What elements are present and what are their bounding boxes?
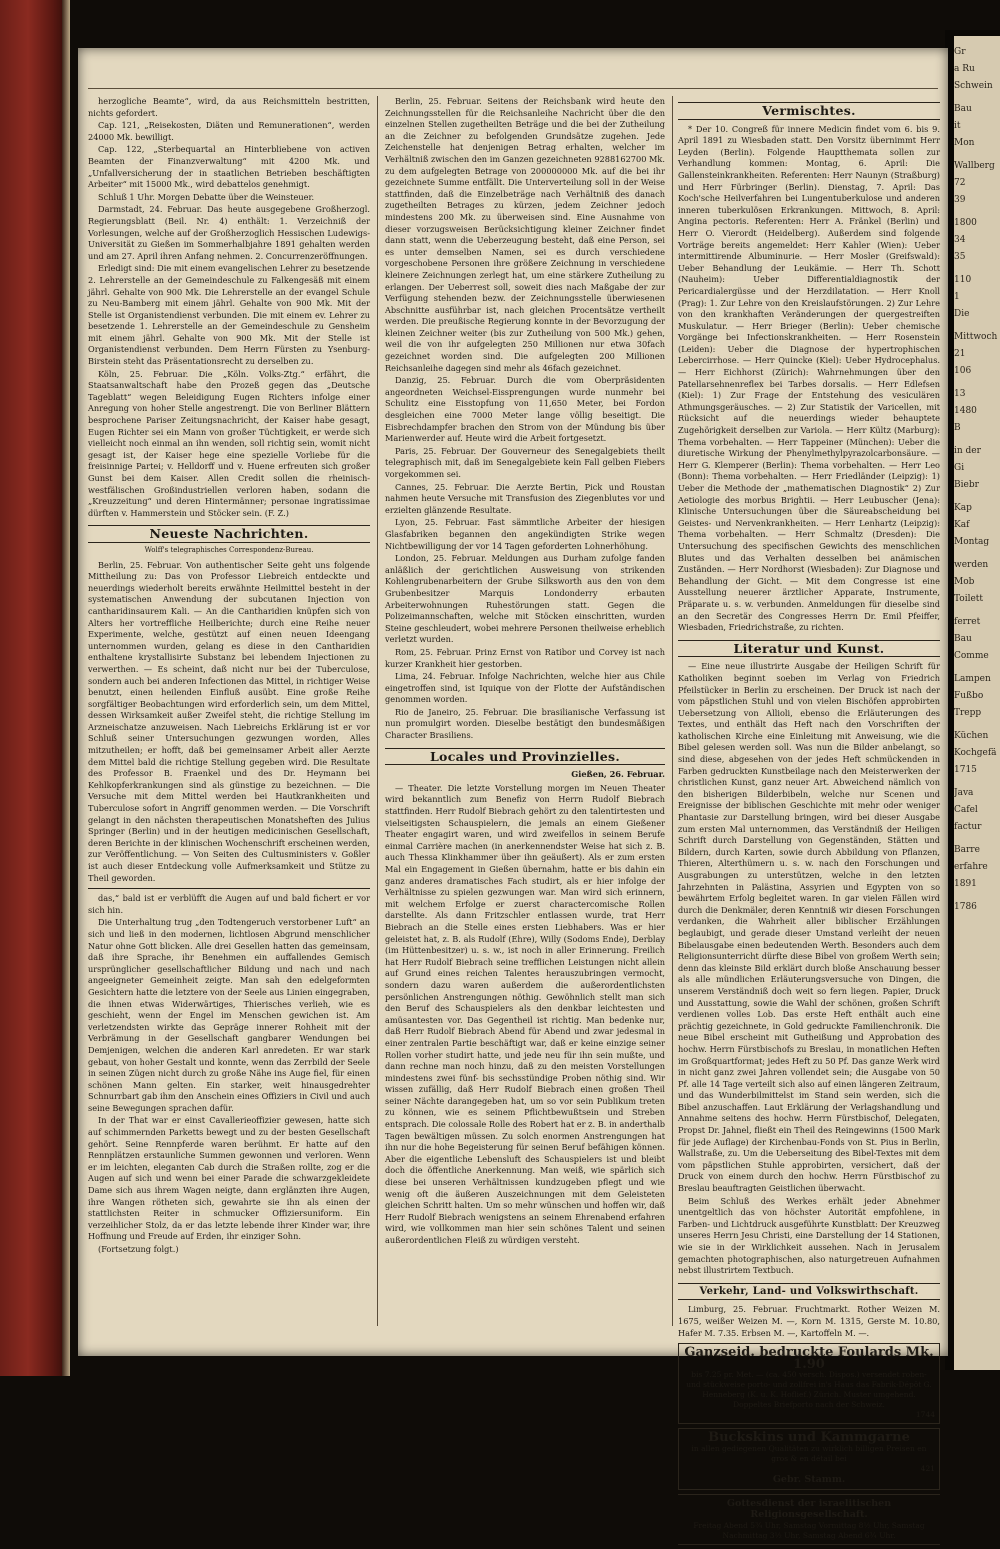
- adjacent-page-fragment: Die: [954, 309, 970, 319]
- adjacent-page-fragment: 1800: [954, 218, 977, 228]
- adjacent-page-fragment: ferret: [954, 617, 981, 627]
- adjacent-page-fragment: 110: [954, 275, 972, 285]
- adjacent-page-fragment: B: [954, 423, 961, 433]
- feuilleton: [88, 893, 370, 1255]
- adjacent-page-fragment: 72: [954, 178, 966, 188]
- adjacent-page-fragment: Biebr: [954, 480, 979, 490]
- advert-foulards: [678, 1343, 940, 1424]
- news-paragraph: London, 25. Februar. Meldungen aus Durham zufolge fanden anläßlich der gerichtlichen Ausweisung von strikenden Kohlengrubenarbeitern der Grube Silksworth aus den von dem Grubenbesitzer Marquis Londonderry erbauten Arbeiterwohnungen Ruhestörungen statt. Gegen die Polizeimannschaften, welche mit Stöcken einschritten, wurden Steine geschleudert, wobei mehrere Personen theilweise erheblich verletzt wurden.: [385, 553, 665, 645]
- misc-news: [678, 124, 940, 634]
- market-report: Limburg, 25. Februar. Fruchtmarkt. Rother Weizen M. 1675, weißer Weizen M. —, Korn M. 1315, Gerste M. 10.80, Hafer M. 7.35. Erbsen M. —, Kartoffeln M. —.: [678, 1304, 940, 1338]
- newspaper-page: [78, 48, 948, 1540]
- column-3: [678, 96, 940, 1549]
- adjacent-page-fragment: in der: [954, 446, 981, 456]
- advert-code: 421: [920, 1463, 935, 1473]
- news-paragraph: Lima, 24. Februar. Infolge Nachrichten, welche hier aus Chile eingetroffen sind, ist Iquique von der Flotte der Aufständischen genommen worden.: [385, 671, 665, 705]
- column-rule: [377, 96, 378, 1326]
- column-rule: [672, 96, 673, 1326]
- article-paragraph: Cap. 122, „Sterbequartal an Hinterbliebene von activen Beamten der Finanzverwaltung“ mit 4200 Mk. und „Unfallversicherung der in staatlichen Betrieben beschäftigten Arbeiter“ mit 15000 Mk., wird debattelos genehmigt.: [88, 144, 370, 190]
- adjacent-page-fragment: 106: [954, 366, 972, 376]
- section-title-economy: Verkehr, Land- und Volkswirthschaft.: [678, 1283, 940, 1301]
- telegram-news: [385, 96, 665, 742]
- adjacent-page-fragment: 1891: [954, 879, 977, 889]
- notice-service: [678, 1494, 940, 1545]
- adjacent-page-fragment: Comme: [954, 651, 989, 661]
- section-title-misc: Vermischtes.: [678, 102, 940, 120]
- news-paragraph: Berlin, 25. Februar. Seitens der Reichsbank wird heute den Zeichnungsstellen für die Reichsanleihe Nachricht über die den einzelnen Stellen zugetheilten Beträge und die bei der Zutheilung an die Zeichner zu befolgenden Grundsätze zugehen. Jede Zeichenstelle hat denjenigen Betrag erhalten, welcher im Verhältniß zwischen den im Ganzen gezeichneten 9288162700 Mk. zu dem aufgelegten Betrage von 200000000 Mk. auf die bei ihr gezeichnete Summe entfällt. Die Unterverteilung soll in der Weise stattfinden, daß die Einzelbeträge nach Verhältniß des danach zugetheilten Betrages zu kürzen, jedem Zeichner jedoch mindestens 200 Mk. zu überweisen sind. Eine Ausnahme von dieser vorzugsweisen Berücksichtigung kleiner Zeichner findet dann statt, wenn die Ueberzeugung besteht, daß eine Person, sei es unter demselben Namen, sei es durch verschiedene vorgeschobene Personen ihre größere Zeichnung in verschiedene kleinere Zeichnungen zerlegt hat, um eine stärkere Zutheilung zu erlangen. Der Ueberrest soll, soweit dies nach Maßgabe der zur Verfügung stehenden bezw. der Zeichnungsstelle überwiesenen Abschnitte ausführbar ist, nach gleichen Procentsätze vertheilt werden. Die preußische Regierung konnte in der Bevorzugung der kleinen Zeichner weiter (bis zur Zutheilung von 500 Mk.) gehen, weil die von ihr aufgelegten 250 Millionen nur etwa 30fach gezeichnet worden sind. Die aufgelegten 200 Millionen Reichsanleihe dagegen sind mehr als 46fach gezeichnet.: [385, 96, 665, 373]
- news-paragraph: Cannes, 25. Februar. Die Aerzte Bertin, Pick und Roustan nahmen heute Versuche mit Transfusion des Ziegenblutes vor und erzielten glänzende Resultate.: [385, 481, 665, 515]
- advert-buckskins-firm: Gebr. Stamm.: [772, 1473, 846, 1485]
- local-news: [385, 783, 665, 1247]
- adjacent-page-fragment: Trepp: [954, 708, 982, 718]
- adjacent-page-fragment: Kaf: [954, 520, 970, 530]
- advert-buckskins-headline: Buckskins und Kammgarne: [708, 1430, 910, 1446]
- advert-code: 1744: [915, 1410, 935, 1420]
- adjacent-page-fragment: Gi: [954, 463, 965, 473]
- local-paragraph: — Theater. Die letzte Vorstellung morgen im Neuen Theater wird bekanntlich zum Benefiz von Herrn Rudolf Biebrach stattfinden. Herr Rudolf Biebrach gehört zu den talentirtesten und vielseitigsten Schauspielern, die jemals an einem Gießener Theater engagirt waren, und wird zweifellos in seinem Berufe einmal Carrière machen (in anerkennendster Weise hat sich z. B. auch Thessa Klinkhammer über ihn geäußert). Als er zum ersten Mal ein Engagement in Gießen übernahm, hatte er bis dahin ein ganz anderes dramatisches Fach studirt, als er hier infolge der Verhältnisse zu spielen gezwungen war. Man wird sich erinnern, mit welchem Erfolge er zuerst charactercomische Rollen darstellte. Als dann Fritzschler entlassen wurde, trat Herr Biebrach an die Stelle eines ersten Liebhabers. Was er hier geleistet hat, z. B. als Rudolf (Ehre), Willy (Sodoms Ende), Derblay (im Hüttenbesitzer) u. s. w., ist noch in aller Erinnerung. Freilich hat Herr Rudolf Biebrach seine trefflichen Leistungen nicht allein auf Grund eines reichen Talentes herauszubringen vermocht, sondern dazu waren außerdem die außerordentlichsten persönlichen Anstrengungen nöthig. Gewöhnlich stellt man sich den Beruf des Schauspielers als den denkbar leichtesten und amüsantesten vor. Das Gegentheil ist richtig. Man bedenke nur, daß Herr Rudolf Biebrach Abend für Abend und zwar jedesmal in einer zentralen Partie beschäftigt war, daß er keine einzige seiner Rollen vorher studirt hatte, und jede neu für ihn sein mußte, und dann rechne man noch hinzu, daß zu den meisten Vorstellungen mindestens zwei fünf- bis sechsstündige Proben nöthig sind. Wir wissen zufällig, daß Herr Rudolf Biebrach einen großen Theil seiner Nächte darangegeben hat, um so vor sein Publikum treten zu können, wie es seinem Pflichtbewußtsein und Streben entsprach. Die colossale Rolle des Robert hat er z. B. in anderthalb Tagen bewältigen müssen. Zu solch enormen Anstrengungen hat ihn nur die hohe Begeisterung für seinen Beruf befähigen können. Aber die eigentliche Lebensluft des Schauspielers ist und bleibt doch die öffentliche Anerkennung. Man weiß, wie spärlich sich diese bei unseren Verhältnissen kundzugeben pflegt und wie wenig oft die äußeren Auszeichnungen mit dem Geleisteten gleichen Schritt halten. Um so mehr wünschen und hoffen wir, daß Herr Rudolf Biebrach wenigstens an seinem Ehrenabend erfahren wird, wie vollkommen man hier sein schönes Talent und seinen außerordentlichen Fleiß zu würdigen versteht.: [385, 782, 665, 1245]
- header-rule: [88, 88, 938, 89]
- adjacent-page-fragment: 39: [954, 195, 966, 205]
- advert-buckskins-body: in allen gediegenen Qualitäten zu wirklich billigen Preisen en gros & en détail bei: [691, 1443, 927, 1463]
- adjacent-page-fragment: Toilett: [954, 594, 984, 604]
- parliament-report: [88, 96, 370, 519]
- adjacent-page-fragment: Bau: [954, 104, 972, 114]
- adjacent-page-fragment: 13: [954, 389, 966, 399]
- adjacent-page-fragment: 1: [954, 292, 960, 302]
- literature-paragraph: — Eine neue illustrirte Ausgabe der Heiligen Schrift für Katholiken beginnt soeben im Verlag von Friedrich Pfeilstücker in Berlin zu erscheinen. Der Druck ist nach der vom päpstlichen Stuhl und von vielen Bischöfen approbirten Uebersetzung von Allioli, ebenso die Erläuterungen des Textes, und enthält das Heft nach den Vorschriften der katholischen Kirche eine Einleitung mit Anweisung, wie die Bibel gelesen werden soll. Was nun die Bilder anbelangt, so sind diese, abgesehen von der jedes Heft schmückenden in Farben gedruckten Kunstbeilage nach den Meisterwerken der christlichen Kunst, ganz neuer Art. Abweichend nämlich von den bisherigen Bilderbibeln, welche nur Scenen und Ereignisse der biblischen Geschichte mit mehr oder weniger Phantasie zur Darstellung bringen, wird bei dieser Ausgabe zum ersten Mal unternommen, das Verständniß der Heiligen Schrift durch Darstellung von Gegenständen, Stätten und Bildern, durch Karten, sowie durch Abbildung von Pflanzen, Thieren, Alterthümern u. s. w. nach den Forschungen und Ausgrabungen zu unterstützen, welche in den letzten Jahrzehnten in Palästina, Assyrien und Egypten von so bewährtem Erfolg begleitet waren. In gar vielen Fällen wird durch die Denkmäler, deren Kenntniß wir diesen Forschungen verdanken, die Wahrheit aller biblischer Erzählungen beglaubigt, und gerade dieser Umstand verleiht der neuen Bibelausgabe einen bedeutenden Werth. Besonders auch dem Religionsunterricht dürfte diese Bibel von großem Werth sein; denn das kleinste Bild erklärt durch bloße Anschauung besser als alle mündlichen Erläuterungsversuche von Dingen, die unserem Verständniß doch weit so fern liegen. Papier, Druck und Ausstattung, sowie die Wahl der schönen, großen Schrift verdienen volles Lob. Das erste Heft enthält auch eine prächtig gezeichnete, in Gold gedruckte Familienchronik. Die neue Bibel erscheint mit Gutheißung und Approbation des hochw. Herrn Fürstbischofs zu Breslau, in monatlichen Heften im Großquartformat; jedes Heft zu 50 Pf. Das ganze Werk wird in nicht ganz zwei Jahren vollendet sein; die Ausgabe von 50 Pf. alle 14 Tage verteilt sich also auf einen längeren Zeitraum, und das Wunderbilmittelst im Stand sein werden, sich die Bibel anzuschaffen. Laut Erklärung der Verlagshandlung und Annahme seitens des hochw. Herrn Fürstbischof, Delegaten, Propst Dr. Jahnel, fließt ein Theil des Reingewinns (1500 Mark für jede Auflage) der Kirchenbau-Fonds von St. Pius in Berlin, Wallstraße, zu. Um die Ueberseitung des Bibel-Textes mit dem vom päpstlichen Stuhle approbirten, versichert, daß der Druck von einem durch den hochw. Herrn Fürstbischof zu Breslau beauftragten Geistlichen überwacht.: [678, 661, 940, 1194]
- adjacent-page-fragment: Wallberg: [954, 161, 995, 171]
- local-dateline: Gießen, 26. Februar.: [571, 769, 665, 780]
- adjacent-page-fragment: Schwein: [954, 81, 993, 91]
- adjacent-page-fragment: werden: [954, 560, 989, 570]
- adjacent-page-fragment: 21: [954, 349, 966, 359]
- adjacent-page-fragment: Lampen: [954, 674, 991, 684]
- adjacent-page-fragment: 34: [954, 235, 966, 245]
- adjacent-page-fragment: Java: [954, 788, 974, 798]
- advert-buckskins: [678, 1428, 940, 1489]
- feuilleton-paragraph: In der That war er einst Cavallerieoffizier gewesen, hatte sich auf schimmernden Parketts bewegt und zu der besten Gesellschaft gehört. Seine Rennpferde waren berühmt. Er hatte auf den Rennplätzen erstaunliche Summen gewonnen und verloren. Wenn er im leichten, eleganten Cab durch die Straßen rollte, zog er die Augen auf sich und wenn bei einer Parade die schwarzgekleidete Dame sich aus ihrem Wagen neigte, dann erglänzten ihre Augen, ihre Wangen rötheten sich, gewahrte sie ihn als einen der stattlichsten Reiter in schmucker Offiziersuniform. Ein verzeihlicher Stolz, da er das letzte lebende ihrer Kinder war, ihre Hoffnung und Freude auf Erden, ihr einziger Sohn.: [88, 1115, 370, 1242]
- news-paragraph: Paris, 25. Februar. Der Gouverneur des Senegalgebiets theilt telegraphisch mit, daß im Senegalgebiete kein Fall gelben Fiebers vorgekommen sei.: [385, 445, 665, 479]
- feuilleton-paragraph: das,“ bald ist er verblüfft die Augen auf und bald fichert er vor sich hin.: [88, 893, 370, 915]
- feuilleton-paragraph: Die Unterhaltung trug „den Todtengeruch verstorbener Luft“ an sich und ließ in den modernen, lichtlosen Abgrund menschlicher Natur ohne Gott blicken. Alle drei Gesellen hatten das gemeinsam, daß ihre Sprache, ihr Benehmen ein auffallendes Gemisch ursprünglicher gesellschaftlicher Bildung und nach und nach angeeigneter Gemeinheit zeigte. Man sah den edelgeformten Gesichtern hatte die letztere von der Seele aus Linien eingegraben, die ihnen etwas Widerwärtiges, Thierisches verlieh, wie es geschieht, wenn der Engel im Menschen gewichen ist. Am verletzendsten wirkte das Gepräge innerer Rohheit mit der Verbrämung in der Gesellschaft gangbarer Wendungen bei Demjenigen, welchen die anderen Karl anredeten. Er war stark gebaut, von hoher Gestalt und konnte, wenn das Zerrbild der Seele in seinen Zügen nicht durch zu große Nähe ins Auge fiel, für einen schönen Mann gelten. Ein starker, weit hinausgedrehter Schnurrbart gab ihm den Anschein eines Offiziers in Civil und auch seine Bewegungen sprachen dafür.: [88, 917, 370, 1113]
- misc-paragraph: * Der 10. Congreß für innere Medicin findet vom 6. bis 9. April 1891 zu Wiesbaden statt. Den Vorsitz übernimmt Herr Leyden (Berlin). Folgende Hauptthemata sollen zur Verhandlung kommen: Montag, 6. April: Die Gallensteinkrankheiten. Referenten: Herr Naunyn (Straßburg) und Herr Fürbringer (Berlin). Dienstag, 7. April: Das Koch'sche Heilverfahren bei Lungentuberkulose und anderen inneren tuberkulösen Erkrankungen. Mittwoch, 8. April: Angina pectoris. Referenten: Herr A. Fränkel (Berlin) und Herr O. Vierordt (Heidelberg). Außerdem sind folgende Vorträge bereits angemeldet: Herr Kahler (Wien): Ueber intermittirende Albuminurie. — Herr Mosler (Greifswald): Ueber Behandlung der Leukämie. — Herr Th. Schott (Nauheim): Ueber Differentialdiagnostik der Pericardialergüsse und der Herzdilatation. — Herr Knoll (Prag): 1. Zur Lehre von den Kreislaufstörungen. 2) Zur Lehre von den krankhaften Veränderungen der quergestreiften Muskulatur. — Herr Brieger (Berlin): Ueber chemische Vorgänge bei Infectionskrankheiten. — Herr Rosenstein (Leiden): Ueber die Diagnose der hypertrophischen Lebercirrhose. — Herr Quincke (Kiel): Ueber Hydrocephalus. — Herr Eichhorst (Zürich): Wahrnehmungen über den Patellarsehnenreflex bei Tarbes dorsalis. — Herr Edlefsen (Kiel): 1) Zur Frage der Entstehung des vesiculären Athmungsgeräusches. — 2) Zur Statistik der Varicellen, mit Rücksicht auf die neuerdings wieder behauptete Zugehörigkeit derselben zur Variola. — Herr Kültz (Marburg): Thema vorbehalten. — Herr Tappeiner (München): Ueber die diuretische Wirkung der Phenylmethylpyrazolcarbonsäure. — Herr G. Klemperer (Berlin): Thema vorbehalten. — Herr Leo (Bonn): Thema vorbehalten. — Herr Friedländer (Leipzig): 1) Ueber die Methode der „mathematischen Diagnostik“ 2) Zur Aetiologie des morbus Brightii. — Herr Leubuscher (Jena): Klinische Untersuchungen über die Säureabscheidung bei Geistes- und Nervenkrankheiten. — Herr Lenhartz (Leipzig): Thema vorbehalten. — Herr Schmaltz (Dresden): Die Untersuchung des specifischen Gewichts des menschlichen Blutes und das Verhalten desselben bei anämischen Zuständen. — Herr Nordhorst (Wiesbaden): Zur Diagnose und Behandlung der Gicht. — Mit dem Congresse ist eine Ausstellung neuerer ärztlicher Apparate, Instrumente, Präparate u. s. w. verbunden. Anmeldungen für dieselbe sind an den Secretär des Congresses Herrn Dr. Emil Pfeiffer, Wiesbaden, Friedrichstraße, zu richten.: [678, 123, 940, 633]
- feuilleton-paragraph: (Fortsetzung folgt.): [98, 1244, 179, 1254]
- book-binding: [0, 0, 70, 1376]
- article-paragraph: Erledigt sind: Die mit einem evangelischen Lehrer zu besetzende 2. Lehrerstelle an der Gemeindeschule zu Falkengesäß mit einem jährl. Gehalte von 900 Mk. Die Lehrerstelle an der evangel Schule zu Neu-Bamberg mit einem jährl. Gehalte von 900 Mk. Mit der Stelle ist Organistendienst verbunden. Die mit einem ev. Lehrer zu besetzende 1. Lehrerstelle an der Gemeindeschule zu Gensheim mit einem jährl. Gehalte von 900 Mk. Mit der Stelle ist Organistendienst verbunden. Dem Herrn Fürsten zu Ysenburg-Birstein steht das Präsentationsrecht zu derselben zu.: [88, 263, 370, 367]
- adjacent-page-fragment: 1786: [954, 902, 977, 912]
- news-paragraph: Lyon, 25. Februar. Fast sämmtliche Arbeiter der hiesigen Glasfabriken begannen den angekündigten Strike wegen Nichtbewilligung der vor 14 Tagen geforderten Lohnerhöhung.: [385, 517, 665, 551]
- adjacent-page-fragment: erfahre: [954, 862, 988, 872]
- service-headline: Gottesdienst der israelitischen Religionsgesellschaft.: [726, 1497, 892, 1521]
- advert-foulards-body: bis 7.25 pr. Met. — (ca. 450 versch. Dispos.) versendet roben- und stückweise porto- und zollfrei in's Haus das Fabrik-Dépôt G. Henneberg (K. u. K. Hoflief.) Zürich. Muster umgehend. Doppeltes Briefporto nach der Schweiz.: [686, 1370, 932, 1410]
- service-times: Freitag Abend 5¾ Uhr, Samstag Vormittag 8½ Uhr, Samstag Nachmittag 3½ Uhr, Samstag Abend 6¾ Uhr.: [693, 1520, 925, 1540]
- adjacent-page-fragment: Mob: [954, 577, 975, 587]
- adjacent-page-fragment: 1480: [954, 406, 977, 416]
- news-paragraph: Berlin, 25. Februar. Von authentischer Seite geht uns folgende Mittheilung zu: Das von Professor Liebreich entdeckte und neuerdings wiederholt bereits erwähnte Heilmittel besteht in der systematischen Anwendung der subcutanen Injection von cantharidinsaurem Kali. — An die Cantharidien knüpfen sich von Alters her vortreffliche Heilberichte; durch eine Reihe neuer Experimente, welche, gestützt auf einen neuen Ideengang unternommen wurden, gelang es diese in den Cantharidien enthaltene krystallisirte Substanz bei lebendem Injectionen zu verwerthen. — Es scheint, daß nicht nur bei der Tuberculose, sondern auch bei anderen Infectionen das Mittel, in richtiger Weise benutzt, einen heilenden Einfluß ausübt. Eine große Reihe sorgfältiger Beobachtungen wird erforderlich sein, um dem Mittel, dessen Wirksamkeit außer Zweifel steht, die richtige Stellung im Arzneischatze anzuweisen. Nach Liebreichs Erklärung ist er vor Schluß seiner Untersuchungen gezwungen worden, Alles mitzutheilen; er hofft, daß bei gemeinsamer Arbeit aller Aerzte dem Mittel bald die richtige Stellung gegeben wird. Die Resultate des Professor B. Fraenkel und des Dr. Heymann bei Kehlkopferkrankungen sind als günstige zu bezeichnen. — Die Versuche mit dem Mittel werden bei Hautkrankheiten und Tuberculose sofort in Angriff genommen werden. — Die Vorschrift gelangt in den nächsten therapeutischen Monatsheften des Julius Springer (Berlin) und in der heutigen medicinischen Gesellschaft, deren Berichte in der klinischen Wochenschrift erscheinen werden, zur Veröffentlichung. — Von Seiten des Cultusministers v. Goßler ist auch dieser Entdeckung volle Aufmerksamkeit und Stütze zu Theil geworden.: [88, 559, 370, 883]
- section-title-local: Locales und Provinzielles.: [385, 748, 665, 766]
- column-1: [88, 96, 370, 1257]
- news-paragraph: Danzig, 25. Februar. Durch die vom Oberpräsidenten angeordneten Weichsel-Eissprengungen wurde nunmehr bei Schulitz eine Eisstopfung von 11,650 Meter, bei Fordon desgleichen eine 7000 Meter lange völlig beseitigt. Die Eisbrechdampfer brachen den Strom von der Mündung bis über Marienwerder auf. Heute wird die Arbeit fortgesetzt.: [385, 375, 665, 444]
- news-paragraph: Rio de Janeiro, 25. Februar. Die brasilianische Verfassung ist nun promulgirt worden. Dieselbe bestätigt den bundesmäßigen Character Brasiliens.: [385, 706, 665, 741]
- wire-service-credit: Wolff's telegraphisches Correspondenz-Bureau.: [144, 545, 314, 554]
- adjacent-page-fragment: Barre: [954, 845, 980, 855]
- adjacent-page-fragment: Montag: [954, 537, 990, 547]
- literature-paragraph: Beim Schluß des Werkes erhält jeder Abnehmer unentgeltlich das von höchster Autorität empfohlene, in Farben- und Lichtdruck ausgeführte Kunstblatt: Der Kreuzweg unseres Herrn Jesu Christi, eine Darstellung der 14 Stationen, wie sie in der Wirklichkeit aussehen. Nach in Jerusalem gemachten photographischen, also naturgetreuen Aufnahmen nebst illustrirtem Textbuch.: [678, 1195, 940, 1276]
- adjacent-page-fragment: Mittwoch: [954, 332, 998, 342]
- adjacent-page-fragment: it: [954, 121, 961, 131]
- article-paragraph: Schluß 1 Uhr. Morgen Debatte über die Weinsteuer.: [98, 191, 315, 202]
- adjacent-page-fragment: Bau: [954, 634, 972, 644]
- adjacent-page-fragment: 35: [954, 252, 966, 262]
- adjacent-page-fragment: a Ru: [954, 64, 975, 74]
- article-paragraph: herzogliche Beamte“, wird, da aus Reichsmitteln bestritten, nichts gefordert.: [88, 96, 370, 118]
- adjacent-page-fragment: Mon: [954, 138, 975, 148]
- article-paragraph: Cap. 121, „Reisekosten, Diäten und Remunerationen“, werden 24000 Mk. bewilligt.: [88, 120, 370, 142]
- adjacent-page-fragment: Fußbo: [954, 691, 984, 701]
- adjacent-page-fragment: 1715: [954, 765, 977, 775]
- section-title-latest-news: Neueste Nachrichten.: [88, 525, 370, 543]
- article-paragraph: Darmstadt, 24. Februar. Das heute ausgegebene Großherzogl. Regierungsblatt (Beil. Nr. 4) enthält: 1. Verzeichniß der Vorlesungen, welche auf der Großherzoglich Hessischen Ludewigs-Universität zu Gießen im Sommerhalbjahre 1891 gehalten werden und am 27. April ihren Anfang nehmen. 2. Concurrenzeröffnungen.: [88, 204, 370, 261]
- advert-foulards-headline: Ganzseid. bedruckte Foulards Mk. 1.90: [684, 1345, 934, 1372]
- adjacent-page-fragment: Cafel: [954, 805, 978, 815]
- column-2: [385, 96, 665, 1248]
- latest-news: [88, 560, 370, 885]
- adjacent-page-fragment: Kap: [954, 503, 972, 513]
- adjacent-page-fragment: Gr: [954, 47, 966, 57]
- adjacent-page-fragment: Küchen: [954, 731, 989, 741]
- adjacent-page-edge: [954, 36, 1000, 1370]
- article-paragraph: Köln, 25. Februar. Die „Köln. Volks-Ztg.“ erfährt, die Staatsanwaltschaft habe den Prozeß gegen das „Deutsche Tageblatt“ wegen Beleidigung Eugen Richters infolge einer Anregung von hoher Stelle angestrengt. Die von Berliner Blättern besprochene Pariser Zeitungsnachricht, der Kaiser habe gesagt, Eugen Richter sei ein Mann von großer Tüchtigkeit, er werde sich vielleicht noch einmal an ihn wenden, soll richtig sein, womit nicht gesagt ist, der Kaiser hege eine spezielle Vorliebe für die freisinnige Partei; v. Helldorff und v. Huene erfreuten sich großer Gunst bei dem Kaiser. Allen Credit sollen die rheinisch-westfälischen Großindustriellen verloren haben, sodann die „Kreuzzeitung“ und deren Hintermänner; personae ingratissimae dürften v. Hammerstein und Stöcker sein. (F. Z.): [88, 368, 370, 518]
- adjacent-page-fragment: factur: [954, 822, 982, 832]
- news-paragraph: Rom, 25. Februar. Prinz Ernst von Ratibor und Corvey ist nach kurzer Krankheit hier gestorben.: [385, 646, 665, 669]
- section-title-literature: Literatur und Kunst.: [678, 640, 940, 658]
- feuilleton-divider: [88, 888, 370, 889]
- literature-news: [678, 661, 940, 1276]
- adjacent-page-fragment: Kochgefä: [954, 748, 997, 758]
